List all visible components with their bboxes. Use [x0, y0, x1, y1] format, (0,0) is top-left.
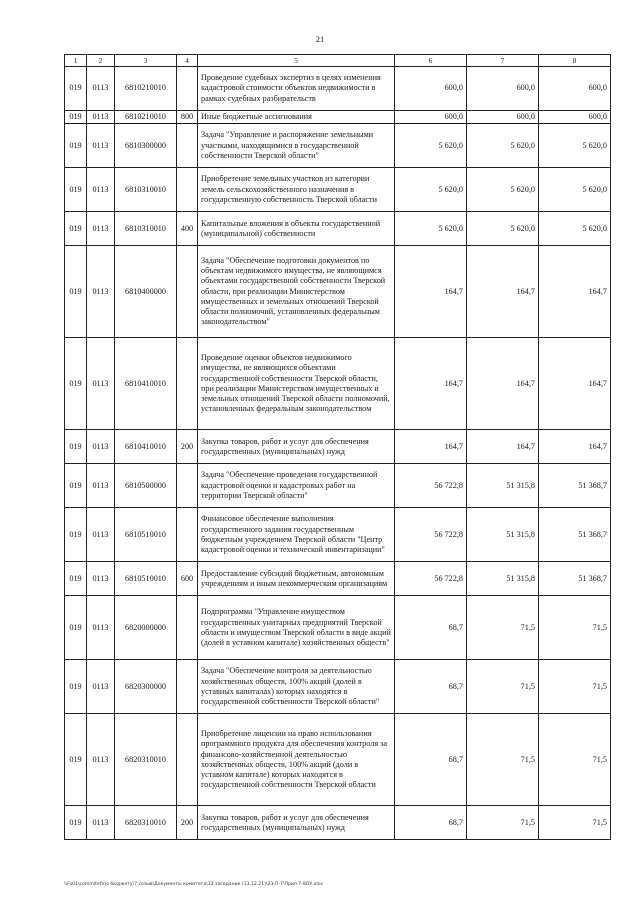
cell-amount-6: 600,0: [395, 67, 467, 111]
cell-amount-7: 164,7: [467, 246, 539, 338]
cell-description: Приобретение земельных участков из категории земель сельскохозяйственного назначения в государственную собственность Тверской области: [198, 168, 395, 212]
table-row: [65, 246, 611, 338]
cell-description: Закупка товаров, работ и услуг для обеспечения государственных (муниципальных) нужд: [198, 430, 395, 464]
table-row: [65, 111, 611, 124]
cell-amount-7: 164,7: [467, 430, 539, 464]
column-header: 3: [115, 55, 177, 67]
cell-code-3: 6810410010: [115, 338, 177, 430]
cell-code-4: 400: [177, 212, 198, 246]
cell-code-4: [177, 168, 198, 212]
table-row: [65, 596, 611, 660]
cell-amount-7: 51 315,8: [467, 508, 539, 562]
cell-description: Закупка товаров, работ и услуг для обеспечения государственных (муниципальных) нужд: [198, 806, 395, 840]
cell-code-3: 6810210010: [115, 111, 177, 124]
cell-code-2: 0113: [87, 124, 115, 168]
cell-code-4: [177, 464, 198, 508]
table-row: [65, 806, 611, 840]
cell-amount-6: 56 722,8: [395, 508, 467, 562]
cell-code-2: 0113: [87, 67, 115, 111]
cell-amount-6: 600,0: [395, 111, 467, 124]
table-row: [65, 660, 611, 714]
cell-amount-8: 164,7: [539, 246, 611, 338]
table-row: [65, 338, 611, 430]
cell-code-3: 6810510010: [115, 562, 177, 596]
cell-amount-6: 56 722,8: [395, 464, 467, 508]
cell-code-2: 0113: [87, 596, 115, 660]
cell-description: Задача "Управление и распоряжение земельными участками, находящимися в государственной собственности Тверской области": [198, 124, 395, 168]
column-header: 5: [198, 55, 395, 67]
cell-amount-8: 71,5: [539, 714, 611, 806]
cell-code-2: 0113: [87, 338, 115, 430]
cell-description: Подпрограмма "Управление имуществом государственных унитарных предприятий Тверской области и имуществом Тверской области в виде акций (долей в уставном капитале) хозяйственных обществ": [198, 596, 395, 660]
column-header: 6: [395, 55, 467, 67]
cell-amount-7: 51 315,8: [467, 562, 539, 596]
cell-amount-6: 5 620,0: [395, 212, 467, 246]
cell-code-2: 0113: [87, 508, 115, 562]
budget-table: [64, 54, 611, 840]
cell-amount-8: 71,5: [539, 806, 611, 840]
cell-code-4: [177, 596, 198, 660]
cell-amount-8: 71,5: [539, 660, 611, 714]
cell-amount-6: 5 620,0: [395, 124, 467, 168]
table-row: [65, 562, 611, 596]
cell-code-1: 019: [65, 67, 87, 111]
cell-code-3: 6810310010: [115, 212, 177, 246]
column-header: 2: [87, 55, 115, 67]
cell-code-3: 6810510010: [115, 508, 177, 562]
table-row: [65, 168, 611, 212]
cell-code-3: 6820310010: [115, 806, 177, 840]
cell-code-1: 019: [65, 596, 87, 660]
cell-code-2: 0113: [87, 212, 115, 246]
cell-code-2: 0113: [87, 660, 115, 714]
cell-amount-6: 5 620,0: [395, 168, 467, 212]
cell-code-4: [177, 67, 198, 111]
table-row: [65, 464, 611, 508]
cell-code-4: [177, 660, 198, 714]
cell-code-1: 019: [65, 430, 87, 464]
cell-amount-8: 71,5: [539, 596, 611, 660]
cell-code-3: 6810300000: [115, 124, 177, 168]
cell-amount-7: 600,0: [467, 111, 539, 124]
cell-amount-7: 71,5: [467, 806, 539, 840]
table-header-row: [65, 55, 611, 67]
cell-code-3: 6810410010: [115, 430, 177, 464]
cell-amount-7: 164,7: [467, 338, 539, 430]
cell-code-1: 019: [65, 212, 87, 246]
cell-code-3: 6820300000: [115, 660, 177, 714]
cell-amount-7: 71,5: [467, 714, 539, 806]
cell-code-2: 0113: [87, 246, 115, 338]
cell-amount-6: 68,7: [395, 660, 467, 714]
cell-description: Задача "Обеспечение контроля за деятельностью хозяйственных обществ, 100% акций (долей в уставных капиталах) которых находятся в государственной собственности Тверской области": [198, 660, 395, 714]
cell-code-1: 019: [65, 111, 87, 124]
cell-code-4: [177, 338, 198, 430]
cell-amount-7: 71,5: [467, 596, 539, 660]
cell-code-1: 019: [65, 562, 87, 596]
cell-amount-6: 68,7: [395, 806, 467, 840]
cell-code-1: 019: [65, 508, 87, 562]
cell-code-3: 6810500000: [115, 464, 177, 508]
cell-code-4: 200: [177, 806, 198, 840]
cell-amount-8: 5 620,0: [539, 168, 611, 212]
cell-code-4: [177, 714, 198, 806]
cell-code-2: 0113: [87, 562, 115, 596]
cell-code-3: 6820310010: [115, 714, 177, 806]
cell-amount-8: 164,7: [539, 338, 611, 430]
table-row: [65, 508, 611, 562]
cell-amount-6: 56 722,8: [395, 562, 467, 596]
cell-code-1: 019: [65, 464, 87, 508]
cell-description: Задача "Обеспечение подготовки документов по объектам недвижимого имущества, не являющимся объектами государственной собственности Тверской области, при реализации Министерством имущественных и земельных отношений Тверской области полномочий, установленных федеральным законодательством": [198, 246, 395, 338]
table-row: [65, 124, 611, 168]
cell-code-4: [177, 124, 198, 168]
cell-description: Приобретение лицензии на право использования программного продукта для обеспечения контроля за финансово-хозяйственной деятельностью хозяйственных обществ, 100% акций (доли в уставном капитале) которых находятся в государственной собственности Тверской области: [198, 714, 395, 806]
cell-amount-6: 164,7: [395, 430, 467, 464]
cell-amount-8: 51 368,7: [539, 508, 611, 562]
cell-code-1: 019: [65, 660, 87, 714]
page-number: 21: [315, 34, 325, 44]
cell-code-1: 019: [65, 806, 87, 840]
cell-code-2: 0113: [87, 111, 115, 124]
cell-amount-8: 51 368,7: [539, 464, 611, 508]
column-header: 8: [539, 55, 611, 67]
cell-amount-6: 68,7: [395, 596, 467, 660]
cell-amount-7: 5 620,0: [467, 212, 539, 246]
cell-code-1: 019: [65, 714, 87, 806]
cell-amount-8: 600,0: [539, 111, 611, 124]
cell-amount-7: 600,0: [467, 67, 539, 111]
cell-description: Задача "Обеспечение проведения государственной кадастровой оценки и кадастровых работ на территории Тверской области": [198, 464, 395, 508]
cell-code-2: 0113: [87, 714, 115, 806]
cell-amount-8: 5 620,0: [539, 124, 611, 168]
cell-code-1: 019: [65, 124, 87, 168]
cell-code-4: 200: [177, 430, 198, 464]
cell-amount-6: 164,7: [395, 338, 467, 430]
cell-code-2: 0113: [87, 806, 115, 840]
table-row: [65, 67, 611, 111]
table-row: [65, 212, 611, 246]
cell-amount-6: 164,7: [395, 246, 467, 338]
cell-description: Предоставление субсидий бюджетным, автономным учреждениям и иным некоммерческим организациям: [198, 562, 395, 596]
table-row: [65, 430, 611, 464]
cell-code-2: 0113: [87, 464, 115, 508]
cell-code-3: 6820000000: [115, 596, 177, 660]
column-header: 7: [467, 55, 539, 67]
cell-code-3: 6810210010: [115, 67, 177, 111]
cell-amount-8: 600,0: [539, 67, 611, 111]
cell-description: Проведение оценки объектов недвижимого имущества, не являющихся объектами государственной собственности Тверской области, при реализации Министерством имущественных и земельных отношений Тверской области полномочий, установленных федеральным законодательством: [198, 338, 395, 430]
column-header: 4: [177, 55, 198, 67]
cell-code-3: 6810400000: [115, 246, 177, 338]
cell-amount-7: 71,5: [467, 660, 539, 714]
cell-code-3: 6810310010: [115, 168, 177, 212]
cell-amount-7: 51 315,8: [467, 464, 539, 508]
cell-code-4: 800: [177, 111, 198, 124]
cell-amount-8: 51 368,7: [539, 562, 611, 596]
cell-code-2: 0113: [87, 430, 115, 464]
cell-description: Иные бюджетные ассигнования: [198, 111, 395, 124]
cell-description: Финансовое обеспечение выполнения государственного задания государственным бюджетным учреждением Тверской области "Центр кадастровой оценки и технической инвентаризации": [198, 508, 395, 562]
cell-amount-7: 5 620,0: [467, 168, 539, 212]
cell-code-1: 019: [65, 246, 87, 338]
cell-code-4: 600: [177, 562, 198, 596]
column-header: 1: [65, 55, 87, 67]
cell-amount-7: 5 620,0: [467, 124, 539, 168]
cell-amount-6: 68,7: [395, 714, 467, 806]
cell-description: Капитальные вложения в объекты государственной (муниципальной) собственности: [198, 212, 395, 246]
cell-code-2: 0113: [87, 168, 115, 212]
cell-description: Проведение судебных экспертиз в целях изменения кадастровой стоимости объектов недвижимости в рамках судебных разбирательств: [198, 67, 395, 111]
cell-code-1: 019: [65, 338, 87, 430]
file-path-footer: \\Fs01\commitet\по бюджету\7 созыв\Документы комитета\33 заседание (13.12.21)\23-П-7\Прил 7-8ОУ.xlsx: [64, 882, 323, 887]
cell-amount-8: 164,7: [539, 430, 611, 464]
cell-code-4: [177, 246, 198, 338]
cell-amount-8: 5 620,0: [539, 212, 611, 246]
table-row: [65, 714, 611, 806]
cell-code-1: 019: [65, 168, 87, 212]
cell-code-4: [177, 508, 198, 562]
